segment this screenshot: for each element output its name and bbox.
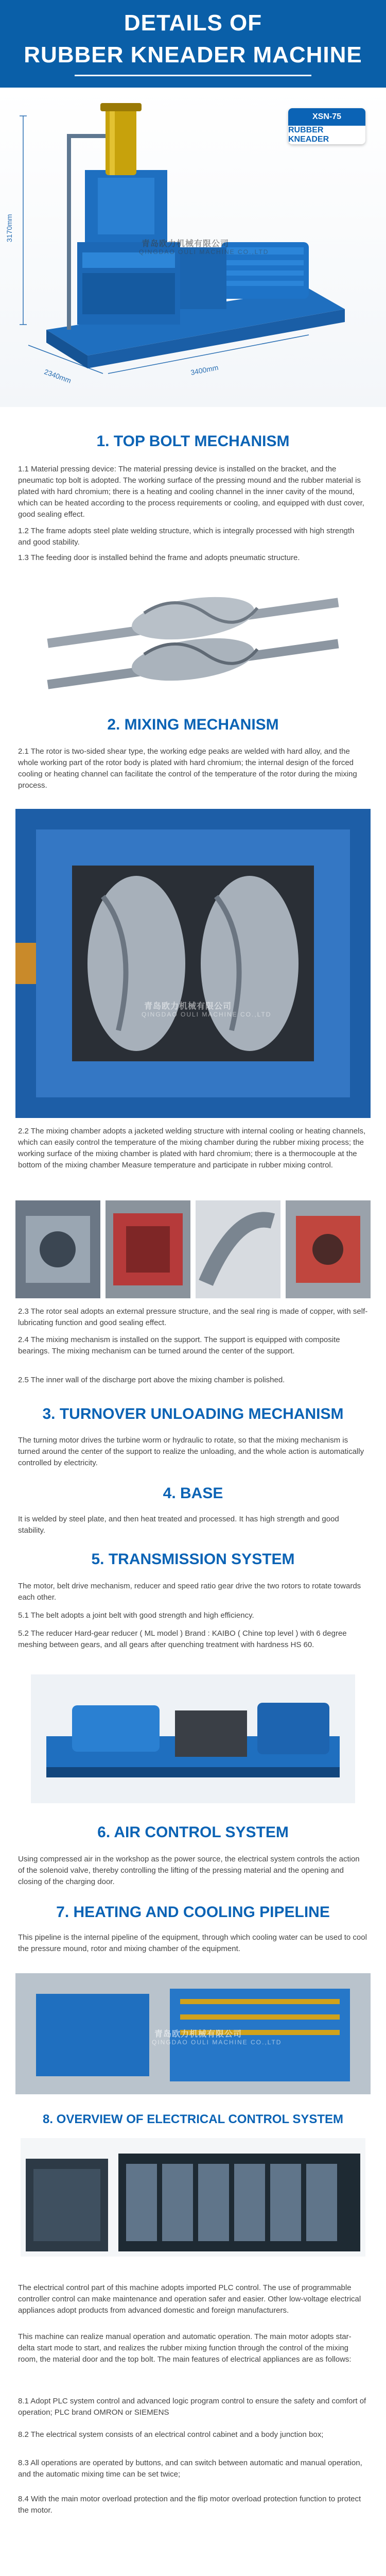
watermark-cn-2: 青岛欧力机械有限公司 [144,1002,232,1011]
watermark-en-2: QINGDAO OULI MACHINE CO.,LTD [142,1011,272,1018]
rotor-shaft-upper [47,590,339,648]
watermark-en: QINGDAO OULI MACHINE CO.,LTD [139,248,269,256]
section-2-title: 2. MIXING MECHANISM [107,716,279,733]
dimension-length-label: 3400mm [189,363,219,377]
section-2-p2: 2.2 The mixing chamber adopts a jacketed welding structure with internal cooling or heating channels, which can easily control the temperature of the mixing chamber during the rubber mixing process; the working surface of the mixing chamber is plated with hard chromium; there is a thermocouple at the bottom of the mixing chamber Measure temperature and participate in rubber mixing control. [18,1127,366,1170]
watermark-cn: 青岛欧力机械有限公司 [142,240,230,248]
section-8-title: 8. OVERVIEW OF ELECTRICAL CONTROL SYSTEM [42,2112,344,2126]
section-5-p1: The motor, belt drive mechanism, reducer and speed ratio gear drive the two rotors to rotate towards each other. [18,1582,361,1602]
mixing-chamber-photo [15,809,371,1118]
section-2-p5: 2.5 The inner wall of the discharge port above the mixing chamber is polished. [18,1376,285,1384]
section-1-p1: 1.1 Material pressing device: The material pressing device is installed on the bracket, and the pneumatic top bolt is adopted. The working surface of the pressing mound and the rubber material is plated with hard chromium; there is a heating and cooling channel in the inner cavity of the mound, which can be heated according to the process requirements or cooling, and equipped with dust cover, good sealing effect. [18,465,364,519]
transmission-photo [31,1674,355,1803]
section-7-title: 7. HEATING AND COOLING PIPELINE [56,1904,330,1921]
section-6-p1: Using compressed air in the workshop as the power source, the electrical system controls the action of the solenoid valve, thereby controlling the lifting of the pressing material and the opening and closing of the charging door. [18,1855,360,1886]
section-1-p2: 1.2 The frame adopts steel plate welding structure, which is integrally processed with high strength and good stability. [18,527,355,547]
component-photo-3 [196,1200,280,1298]
section-3-p1: The turning motor drives the turbine worm or hydraulic to rotate, so that the mixing mechanism is turned around the center of the support to realize the unloading, and the whole action is automatically controlled by electricity. [18,1436,364,1467]
model-name: RUBBER KNEADER [288,126,329,144]
component-photo-1 [15,1200,100,1298]
header-divider [75,75,311,76]
section-7-p1: This pipeline is the internal pipeline of the equipment, through which cooling water can be used to cool the pressure mound, rotor and mixing chamber of the equipment. [18,1933,367,1953]
page-header [0,0,386,88]
section-1-p3: 1.3 The feeding door is installed behind the frame and adopts pneumatic structure. [18,553,300,562]
section-8-p4: 8.2 The electrical system consists of an electrical control cabinet and a body junction box; [18,2430,324,2439]
model-number: XSN-75 [288,108,365,126]
section-4-p1: It is welded by steel plate, and then heat treated and processed. It has high strength and good stability. [18,1515,339,1535]
section-3-title: 3. TURNOVER UNLOADING MECHANISM [42,1405,344,1422]
section-5-p2: 5.1 The belt adopts a joint belt with good strength and high efficiency. [18,1611,254,1620]
section-8-p6: 8.4 With the main motor overload protection and the flip motor overload protection function to protect the motor. [18,2495,361,2515]
pipeline-photo [15,1973,371,2094]
section-8-p2: This machine can realize manual operation and automatic operation. The main motor adopts star-delta start mode to start, and realizes the rubber mixing function through the control of the mixing room, the material door and the top bolt. The main features of electrical appliances are as follows: [18,2332,352,2364]
component-photo-row [15,1200,371,1298]
component-photo-4 [286,1200,371,1298]
component-photo-2 [106,1200,190,1298]
section-8-p5: 8.3 All operations are operated by buttons, and can switch between automatic and manual operation, and the automatic mixing time can be set twice; [18,2459,362,2479]
section-8-p3: 8.1 Adopt PLC system control and advanced logic program control to ensure the safety and comfort of operation; PLC brand OMRON or SIEMENS [18,2397,366,2417]
model-tag [288,108,365,144]
section-8-p1: The electrical control part of this machine adopts imported PLC control. The use of programmable controller control can make maintenance and operation safer and easier. Other low-voltage electrical appliances adopt products from advanced domestic and foreign manufacturers. [18,2283,361,2315]
section-2-p3: 2.3 The rotor seal adopts an external pressure structure, and the seal ring is made of copper, with self-lubricating function and good sealing effect. [18,1307,368,1327]
control-cabinet-photo [21,2138,365,2257]
section-6-title: 6. AIR CONTROL SYSTEM [97,1824,289,1841]
section-5-p3: 5.2 The reducer Hard-gear reducer ( ML model ) Brand : KAIBO ( Chine top level ) with 6 degree meshing between gears, and all gears after quenching treatment with hardness HS 60. [18,1629,347,1649]
rotor-photo [41,582,345,690]
section-2-p1: 2.1 The rotor is two-sided shear type, the working edge peaks are welded with hard alloy, and the whole working part of the rotor body is plated with hard chromium; the internal design of the forced cooling or heating channel can facilitate the control of the temperature of the rotor during the mixing process. [18,747,357,790]
dimension-height-label: 3170mm [5,214,13,242]
dimension-width-label: 2340mm [43,367,73,385]
header-title-line1: DETAILS OF [124,10,262,36]
watermark-en-3: QINGDAO OULI MACHINE CO.,LTD [152,2039,282,2046]
section-5-title: 5. TRANSMISSION SYSTEM [91,1551,295,1568]
section-2-p4: 2.4 The mixing mechanism is installed on the support. The support is equipped with composite bearings. The mixing mechanism can be turned around the center of the support. [18,1335,340,1355]
watermark-cn-3: 青岛欧力机械有限公司 [154,2030,242,2039]
section-4-title: 4. BASE [163,1485,223,1502]
section-1-title: 1. TOP BOLT MECHANISM [96,433,290,450]
header-title-line2: RUBBER KNEADER MACHINE [24,42,362,67]
